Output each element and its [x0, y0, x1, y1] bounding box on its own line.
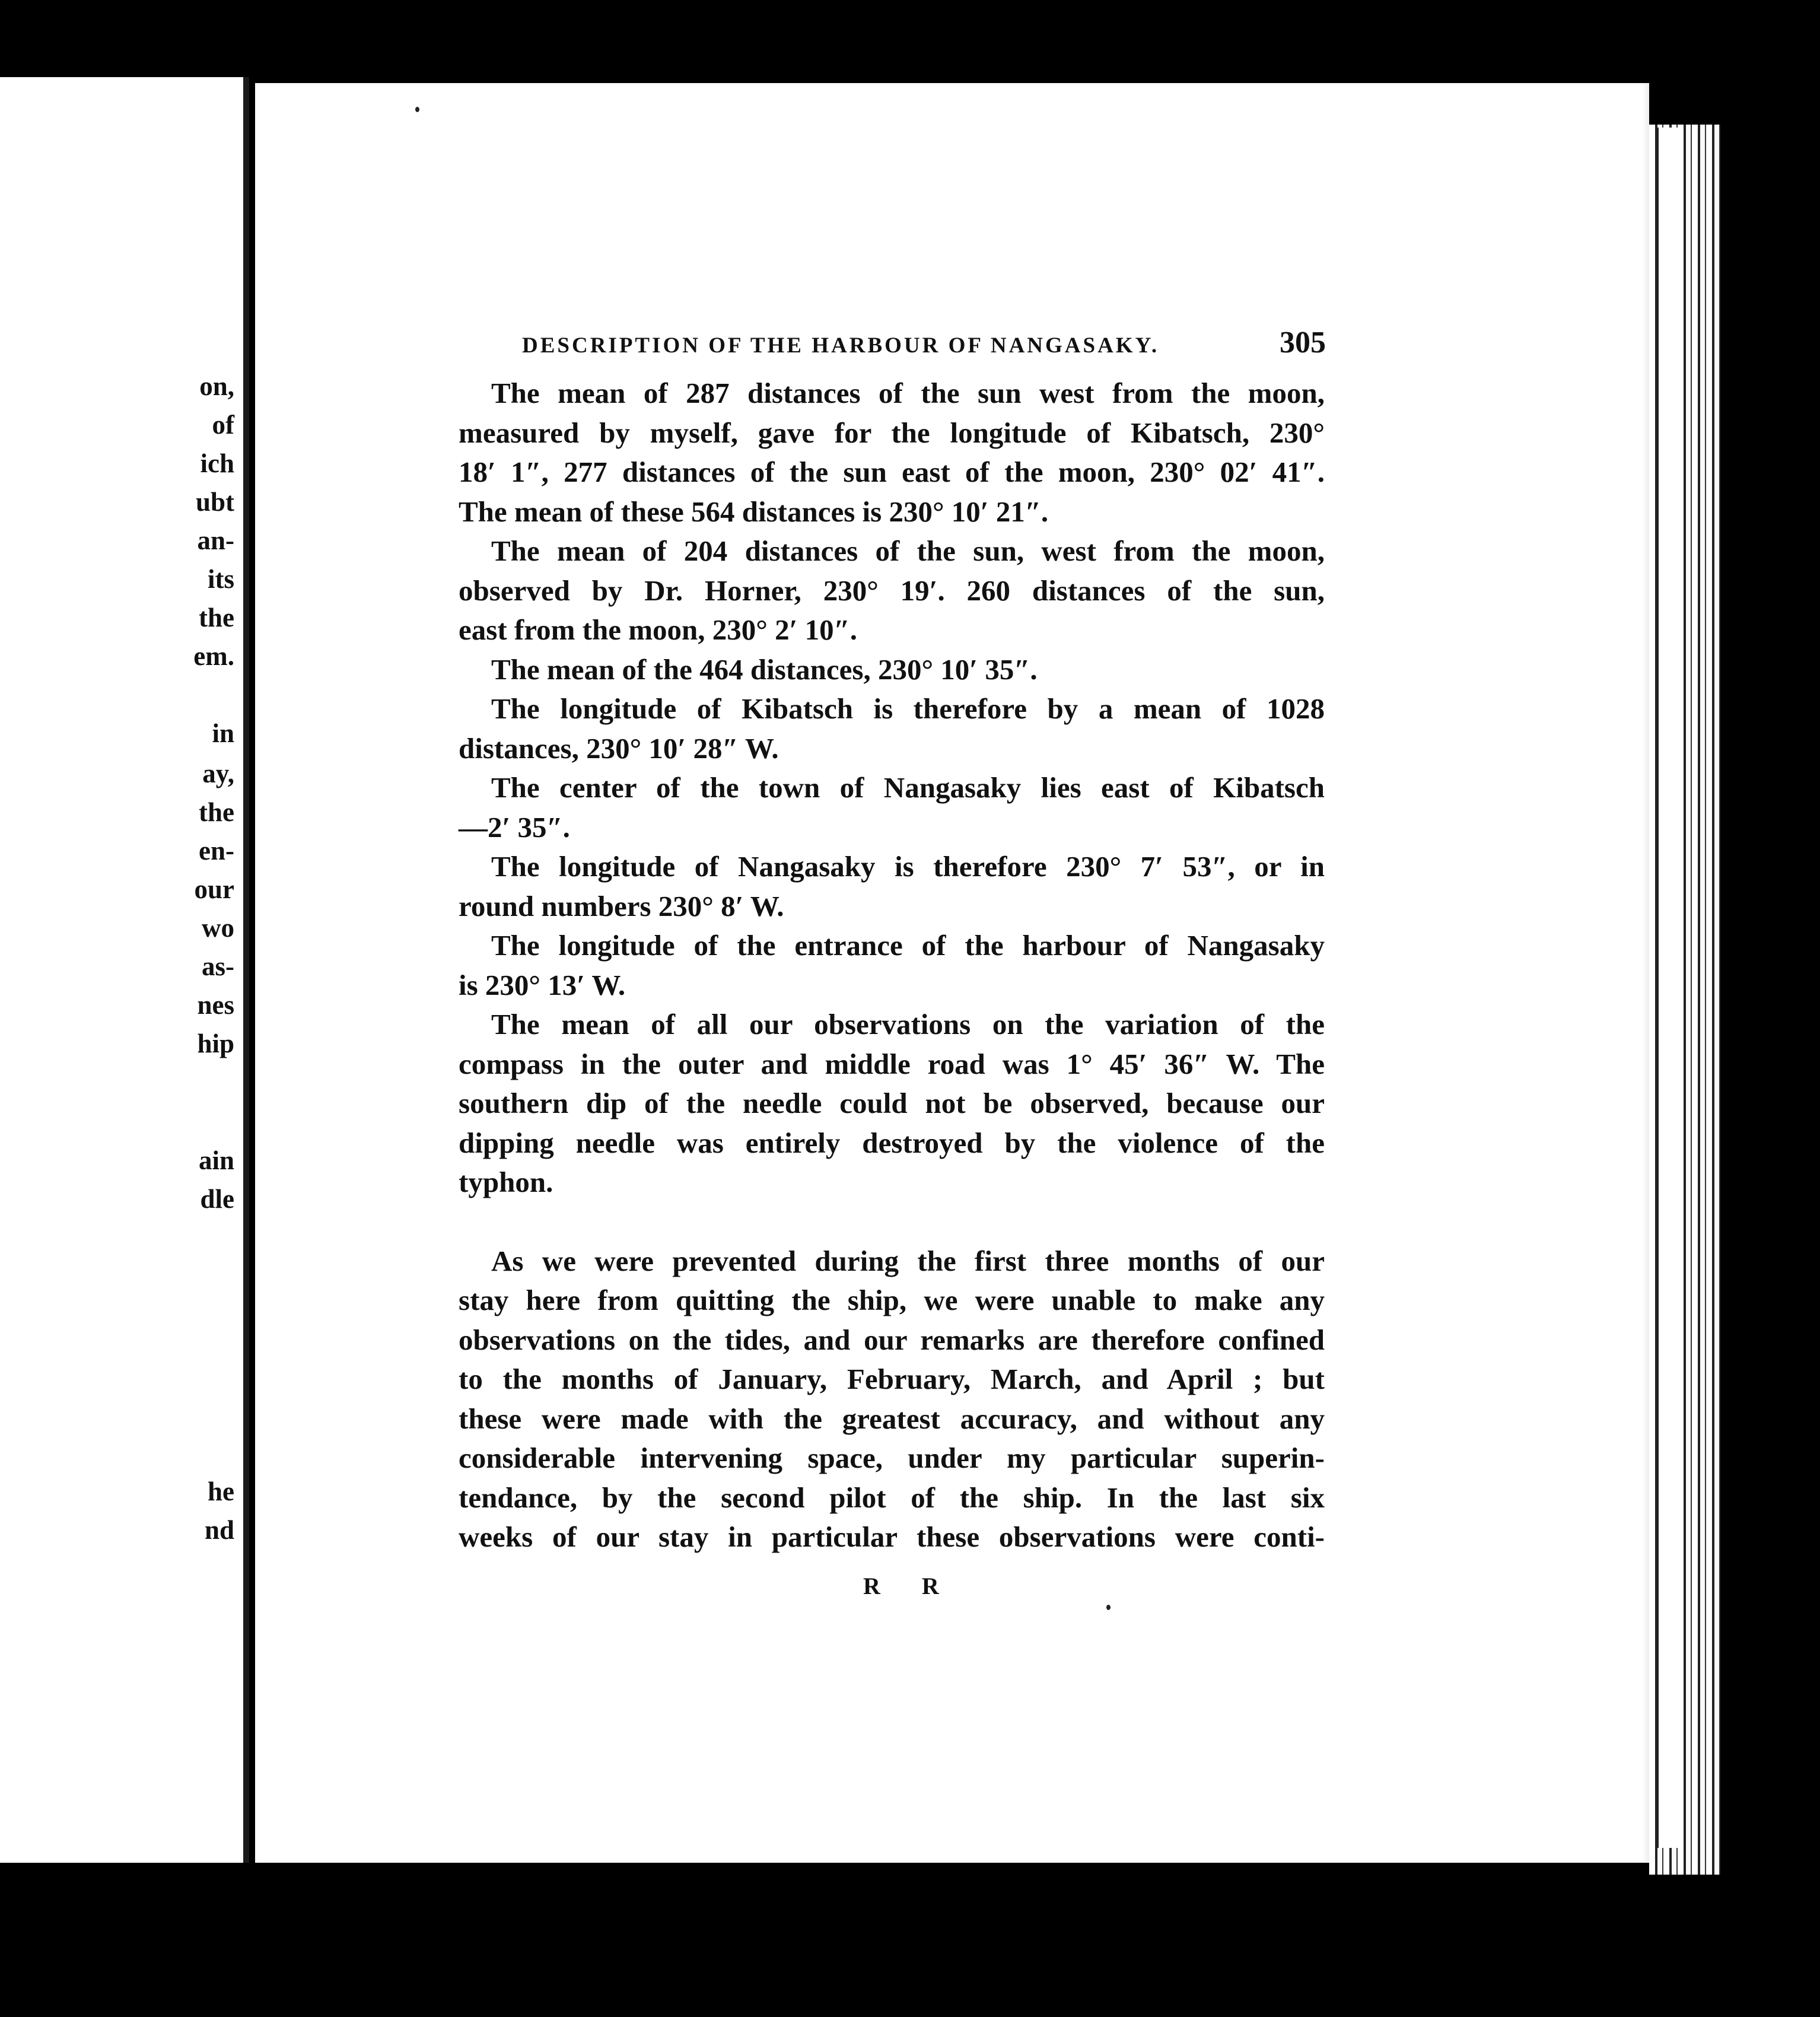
ink-dot	[1106, 1605, 1111, 1610]
running-title: DESCRIPTION OF THE HARBOUR OF NANGASAKY.	[522, 333, 1160, 358]
fragment: ain	[198, 1146, 234, 1175]
fragment: ubt	[195, 487, 234, 517]
fragment: of	[212, 410, 234, 440]
fragment: in	[212, 718, 234, 748]
text-line: —2′ 35″.	[459, 810, 570, 844]
fragment: as-	[202, 952, 234, 981]
fragment: the	[199, 797, 234, 827]
fragment: ich	[200, 448, 234, 478]
fragment: nd	[204, 1515, 234, 1545]
text-line: stay here from quitting the ship, we were unable to make any	[459, 1284, 1325, 1316]
fragment: nes	[197, 990, 234, 1020]
text-line: The mean of 204 distances of the sun, west from the moon,	[491, 535, 1325, 567]
text-line: The mean of 287 distances of the sun west from the moon,	[491, 377, 1325, 409]
ink-dot	[415, 107, 419, 112]
page-number: 305	[1280, 326, 1326, 360]
text-line: typhon.	[459, 1166, 553, 1198]
text-line: southern dip of the needle could not be observed, because our	[459, 1087, 1325, 1119]
fragment: its	[208, 564, 234, 594]
text-line: The mean of the 464 distances, 230° 10′ 35″.	[491, 653, 1038, 686]
text-line: weeks of our stay in particular these observations were conti-	[459, 1520, 1325, 1553]
body-text	[459, 374, 1325, 1557]
text-line: 18′ 1″, 277 distances of the sun east of the moon, 230° 02′ 41″.	[459, 456, 1325, 488]
running-head	[522, 325, 1326, 360]
text-line: The longitude of the entrance of the harbour of Nangasaky	[491, 929, 1325, 962]
fragment: wo	[202, 913, 234, 943]
text-line: The longitude of Kibatsch is therefore by a mean of 1028	[491, 692, 1325, 725]
fragment: our	[194, 874, 234, 904]
text-line: observations on the tides, and our remarks are therefore confined	[459, 1323, 1325, 1356]
fragment: em.	[193, 641, 234, 671]
fragment: he	[208, 1477, 234, 1506]
paragraph-gap	[459, 1202, 1325, 1242]
text-line: to the months of January, February, March, and April ; but	[459, 1363, 1325, 1395]
text-line: The center of the town of Nangasaky lies east of Kibatsch	[491, 771, 1325, 804]
fragment: dle	[200, 1184, 234, 1214]
left-page-fragment	[0, 77, 249, 1863]
fragment: en-	[199, 836, 234, 866]
page-edge-strip	[1655, 128, 1680, 1848]
signature-mark: R R	[863, 1573, 957, 1599]
text-line: compass in the outer and middle road was 1° 45′ 36″ W. The	[459, 1047, 1325, 1080]
text-line: considerable intervening space, under my particular superin-	[459, 1442, 1325, 1474]
fragment: hip	[197, 1029, 234, 1058]
text-line: As we were prevented during the first three months of our	[491, 1244, 1325, 1277]
fragment: an-	[197, 526, 234, 555]
text-line: these were made with the greatest accuracy, and without any	[459, 1402, 1325, 1435]
text-line: distances, 230° 10′ 28″ W.	[459, 731, 779, 765]
text-line: is 230° 13′ W.	[459, 968, 626, 1001]
text-line: measured by myself, gave for the longitude of Kibatsch, 230°	[459, 416, 1325, 449]
fragment: ay,	[202, 759, 234, 788]
fragment: on,	[199, 371, 234, 401]
text-line: round numbers 230° 8′ W.	[459, 889, 784, 922]
text-line: The longitude of Nangasaky is therefore 230° 7′ 53″, or in	[491, 850, 1325, 883]
text-line: The mean of these 564 distances is 230° 10′ 21″.	[459, 495, 1049, 528]
text-line: The mean of all our observations on the variation of the	[491, 1008, 1325, 1041]
fragment: the	[199, 603, 234, 632]
text-line: tendance, by the second pilot of the ship. In the last six	[459, 1481, 1325, 1514]
text-line: dipping needle was entirely destroyed by the violence of the	[459, 1126, 1325, 1159]
text-line: observed by Dr. Horner, 230° 19′. 260 distances of the sun,	[459, 574, 1325, 607]
text-line: east from the moon, 230° 2′ 10″.	[459, 613, 857, 646]
